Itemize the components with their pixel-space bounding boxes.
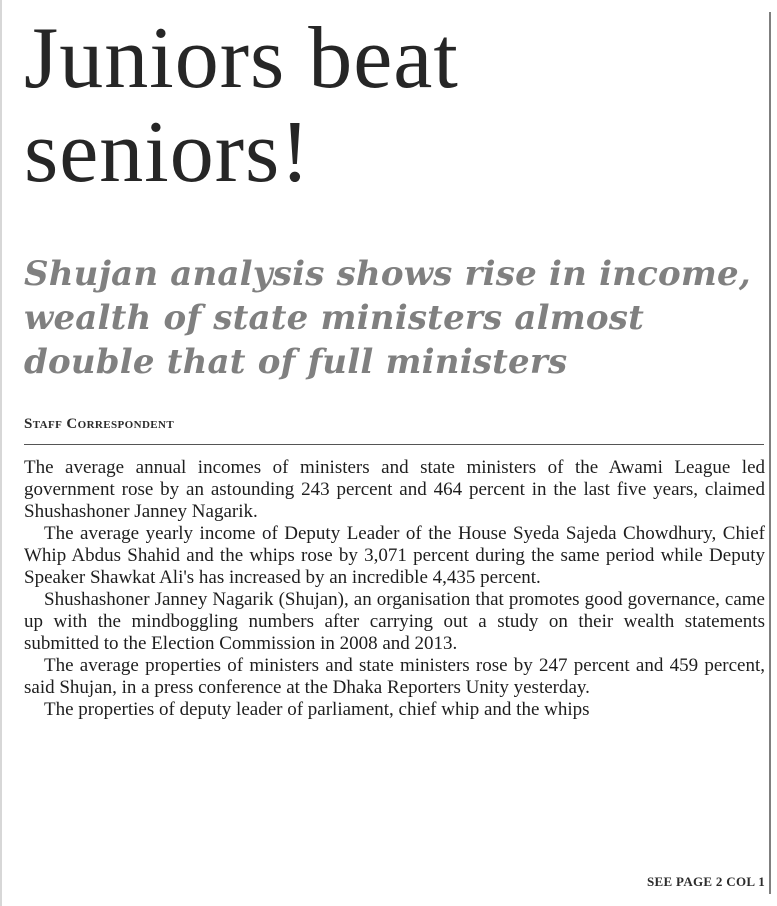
article-paragraph-4: The average properties of ministers and state ministers rose by 247 percent and 459 percent, said Shujan, in a press conference at the Dhaka Reporters Unity yesterday. [24,655,765,698]
article-paragraph-1: The average annual incomes of ministers and state ministers of the Awami League led government rose by an astounding 243 percent and 464 percent in the last five years, claimed Shushashoner Janney Nagarik. [24,457,765,522]
byline-divider [24,444,764,445]
subheadline: Shujan analysis shows rise in income, wealth of state ministers almost double that of full ministers [24,254,751,382]
continuation-note: SEE PAGE 2 COL 1 [647,874,765,889]
article-paragraph-2: The average yearly income of Deputy Leader of the House Syeda Sajeda Chowdhury, Chief Whip Abdus Shahid and the whips rose by 3,071 percent during the same period while Deputy Speaker Shawkat Ali's has increased by an incredible 4,435 percent. [24,523,765,588]
column-rule [769,12,771,894]
article-paragraph-3: Shushashoner Janney Nagarik (Shujan), an organisation that promotes good governance, came up with the mindboggling numbers after carrying out a study on their wealth statements submitted to the Election Commission in 2008 and 2013. [24,589,765,654]
byline: Staff Correspondent [24,416,175,432]
left-page-edge [0,0,2,906]
article-paragraph-5: The properties of deputy leader of parliament, chief whip and the whips [44,699,590,720]
headline: Juniors beat seniors! [24,10,459,201]
article-body [24,457,765,721]
